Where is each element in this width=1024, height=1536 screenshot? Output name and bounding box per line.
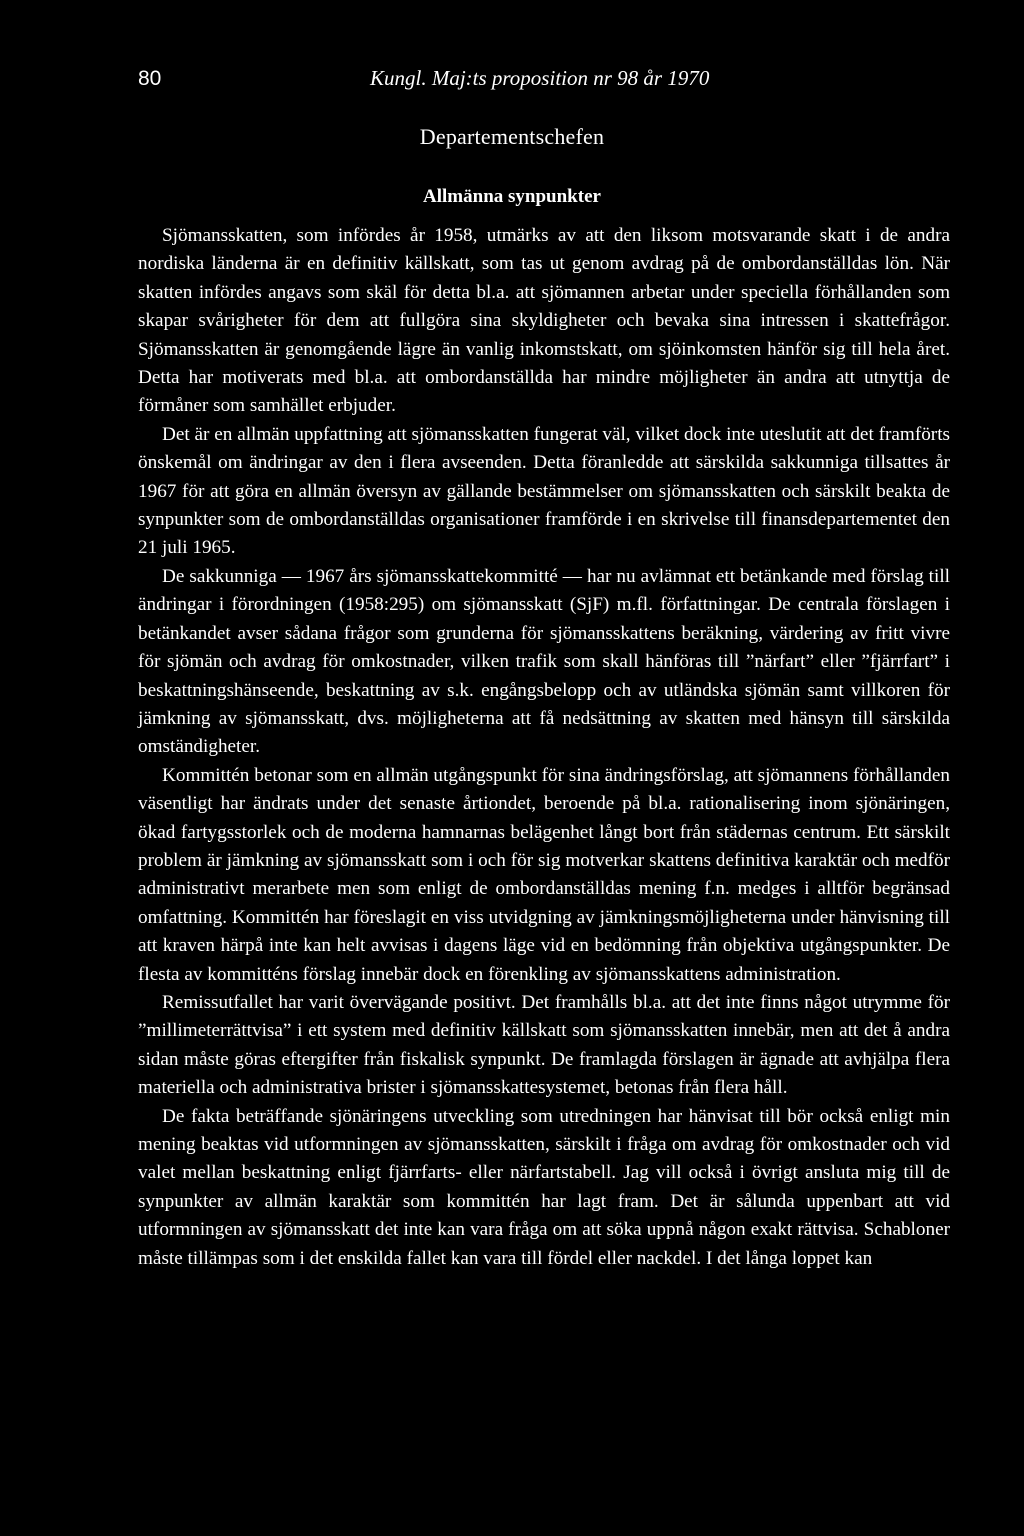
page-number: 80 xyxy=(138,67,162,90)
subheading: Allmänna synpunkter xyxy=(423,186,601,207)
paragraph: Det är en allmän uppfattning att sjömansskatten fungerat väl, vilket dock inte uteslutit att det framförts önskemål om ändringar av den i flera avseenden. Detta föranledde att särskilda sakkunniga tillsattes år 1967 för att göra en allmän översyn av gällande bestämmelser om sjömansskatten och särskilt beakta de synpunkter som de ombordanställdas organisationer framförde i en skrivelse till finansdepartementet den 21 juli 1965. xyxy=(138,423,950,559)
running-title: Kungl. Maj:ts proposition nr 98 år 1970 xyxy=(370,66,710,90)
body-text xyxy=(138,222,950,1273)
paragraph: Remissutfallet har varit övervägande positivt. Det framhålls bl.a. att det inte finns något utrymme för ”millimeterrättvisa” i ett system med definitiv källskatt som sjömansskatten innebär, men att det å andra sidan måste göras eftergifter från fiskalisk synpunkt. De framlagda förslagen är ägnade att avhjälpa flera materiella och administrativa brister i sjömansskattesystemet, betonas från flera håll. xyxy=(138,991,950,1099)
paragraph: De fakta beträffande sjönäringens utveckling som utredningen har hänvisat till bör också enligt min mening beaktas vid utformningen av sjömansskatten, särskilt i fråga om avdrag för omkostnader och vid valet mellan beskattning enligt fjärrfarts- eller närfartstabell. Jag vill också i övrigt ansluta mig till de synpunkter av allmän karaktär som kommittén har lagt fram. Det är sålunda uppenbart att vid utformningen av sjömansskatt det inte kan vara fråga om att söka uppnå någon exakt rättvisa. Schabloner måste tillämpas som i det enskilda fallet kan vara till fördel eller nackdel. I det långa loppet kan xyxy=(138,1105,950,1269)
paragraph: De sakkunniga — 1967 års sjömansskattekommitté — har nu avlämnat ett betänkande med förslag till ändringar i förordningen (1958:295) om sjömansskatt (SjF) m.fl. författningar. De centrala förslagen i betänkandet avser sådana frågor som grunderna för sjömansskattens beräkning, värdering av fritt vivre för sjömän och avdrag för omkostnader, vilken trafik som skall hänföras till ”närfart” eller ”fjärrfart” i beskattningshänseende, beskattning av s.k. engångsbelopp och av utländska sjömän samt villkoren för jämkning av sjömansskatt, dvs. möjligheterna att få nedsättning av skatten med hänsyn till särskilda omständigheter. xyxy=(138,565,950,758)
section-heading: Departementschefen xyxy=(419,124,605,149)
paragraph: Kommittén betonar som en allmän utgångspunkt för sina ändringsförslag, att sjömannens förhållanden väsentligt har ändrats under det senaste årtiondet, beroende på bl.a. rationalisering inom sjönäringen, ökad fartygsstorlek och de moderna hamnarnas belägenhet långt bort från städernas centrum. Ett särskilt problem är jämkning av sjömansskatt som i och för sig motverkar skattens definitiva karaktär och medför administrativt merarbete men som enligt de ombordanställdas mening f.n. medges i alltför begränsad omfattning. Kommittén har föreslagit en viss utvidgning av jämkningsmöjligheterna under hänvisning till att kraven härpå inte kan helt avvisas i dagens läge vid en bedömning från objektiva utgångspunkter. De flesta av kommitténs förslag innebär dock en förenkling av sjömansskattens administration. xyxy=(138,764,950,985)
paragraph: Sjömansskatten, som infördes år 1958, utmärks av att den liksom motsvarande skatt i de andra nordiska länderna är en definitiv källskatt, som tas ut genom avdrag på de ombordanställdas lön. När skatten infördes angavs som skäl för detta bl.a. att sjömannen arbetar under speciella förhållanden som skapar svårigheter för dem att fullgöra sina skyldigheter och bevaka sina intressen i skattefrågor. Sjömansskatten är genomgående lägre än vanlig inkomstskatt, om sjöinkomsten hänför sig till hela året. Detta har motiverats med bl.a. att ombordanställda har mindre möjligheter än andra att utnyttja de förmåner som samhället erbjuder. xyxy=(138,225,950,417)
page-header xyxy=(138,67,958,97)
